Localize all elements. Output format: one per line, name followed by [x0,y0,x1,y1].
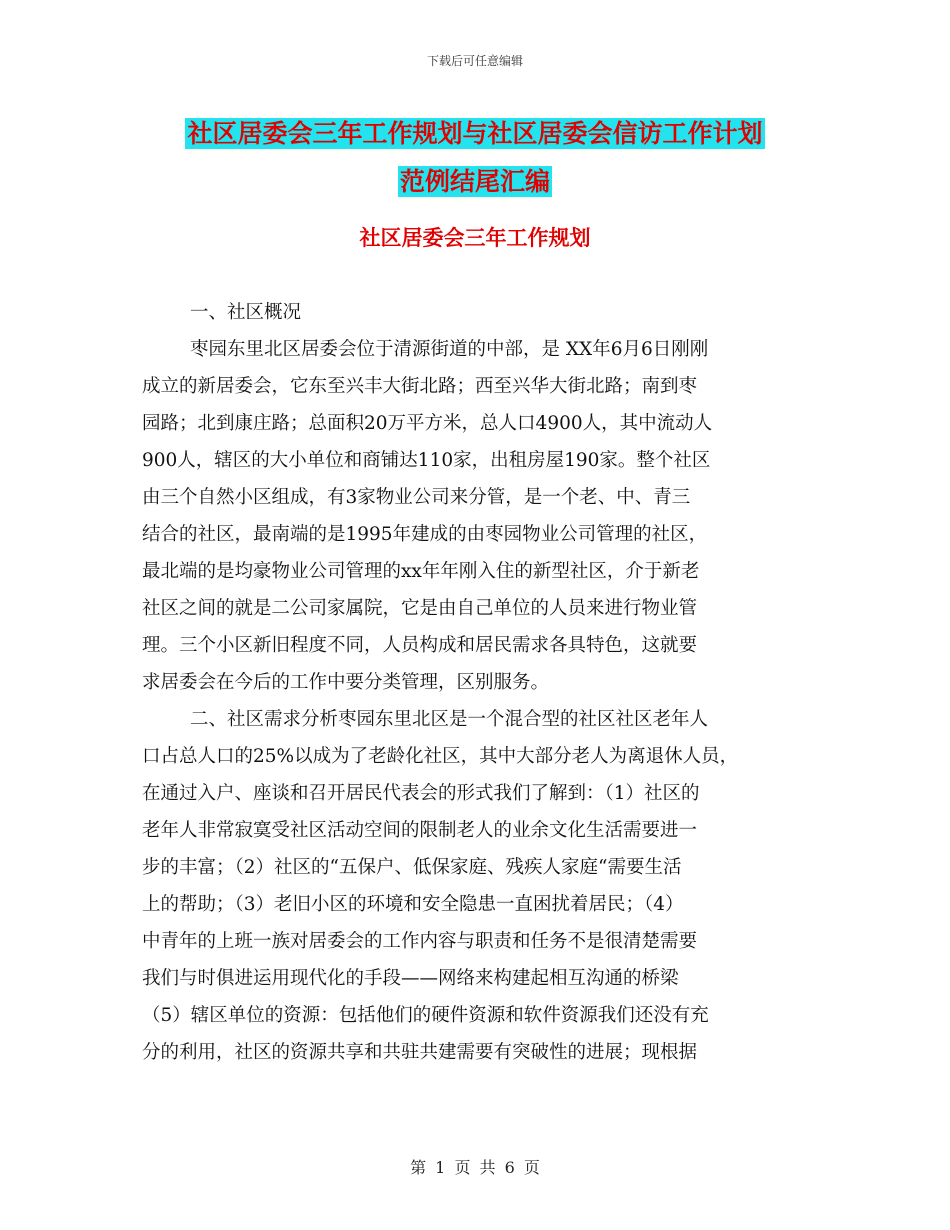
text-line: 中青年的上班一族对居委会的工作内容与职责和任务不是很清楚需要 [142,931,698,952]
text-line: 园路；北到康庄路；总面积20万平方米，总人口4900人，其中流动人 [142,413,713,434]
paragraph-needs-analysis [142,701,808,1071]
text-line: 分的利用，社区的资源共享和共驻共建需要有突破性的进展；现根据 [142,1042,698,1063]
page-header-note: 下载后可任意编辑 [426,54,523,68]
paragraph-community-overview [142,331,808,701]
text-line: 枣园东里北区居委会位于清源街道的中部，是 XX年6月6日刚刚 [190,339,709,360]
text-line: 二、社区需求分析枣园东里北区是一个混合型的社区社区老年人 [190,709,709,730]
text-line: 老年人非常寂寞受社区活动空间的限制老人的业余文化生活需要进一 [142,820,698,841]
text-line: 口占总人口的25%以成为了老龄化社区，其中大部分老人为离退休人员， [142,746,739,767]
text-line: （5）辖区单位的资源：包括他们的硬件资源和软件资源我们还没有充 [142,1005,709,1026]
text-line: 求居委会在今后的工作中要分类管理，区别服务。 [142,672,550,693]
document-title [0,110,950,206]
text-line: 在通过入户、座谈和召开居民代表会的形式我们了解到：（1）社区的 [142,783,700,804]
document-title-line-2: 范例结尾汇编 [399,167,550,196]
document-body [142,294,808,1071]
text-line: 成立的新居委会，它东至兴丰大街北路；西至兴华大街北路；南到枣 [142,376,698,397]
text-line: 最北端的是均豪物业公司管理的xx年年刚入住的新型社区，介于新老 [142,561,700,582]
text-line: 上的帮助；（3）老旧小区的环境和安全隐患一直困扰着居民；（4） [142,894,684,915]
section-title: 社区居委会三年工作规划 [359,226,591,250]
text-line: 我们与时俱进运用现代化的手段——网络来构建起相互沟通的桥梁 [142,968,679,989]
document-title-line-1: 社区居委会三年工作规划与社区居委会信访工作计划 [187,119,763,148]
text-line: 步的丰富；（2）社区的“五保户、低保家庭、残疾人家庭“需要生活 [142,857,682,878]
text-line: 900人，辖区的大小单位和商铺达110家，出租房屋190家。整个社区 [142,450,711,471]
page-number: 第 1 页 共 6 页 [410,1158,540,1177]
heading-community-overview: 一、社区概况 [190,302,302,323]
text-line: 社区之间的就是二公司家属院，它是由自己单位的人员来进行物业管 [142,598,698,619]
text-line: 结合的社区，最南端的是1995年建成的由枣园物业公司管理的社区， [142,524,708,545]
text-line: 由三个自然小区组成，有3家物业公司来分管，是一个老、中、青三 [142,487,691,508]
text-line: 理。三个小区新旧程度不同，人员构成和居民需求各具特色，这就要 [142,635,698,656]
